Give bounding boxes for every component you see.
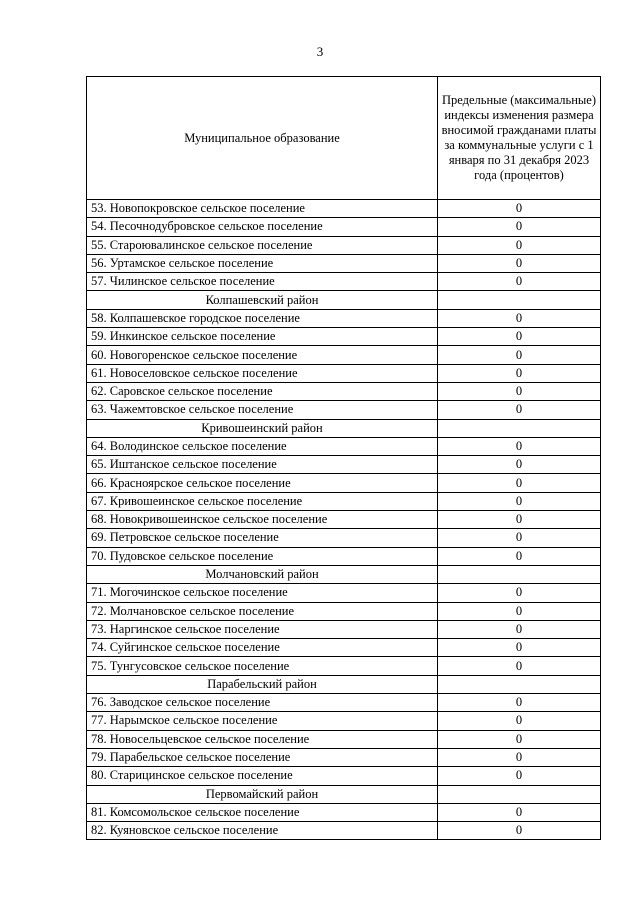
table-row (87, 382, 601, 400)
index-value: 0 (438, 236, 601, 254)
index-value: 0 (438, 200, 601, 218)
index-value: 0 (438, 584, 601, 602)
table-row (87, 620, 601, 638)
municipality-name: 69. Петровское сельское поселение (87, 529, 438, 547)
municipality-name: 56. Уртамское сельское поселение (87, 254, 438, 272)
municipality-name: 71. Могочинское сельское поселение (87, 584, 438, 602)
table-row (87, 639, 601, 657)
index-value: 0 (438, 620, 601, 638)
table-row (87, 309, 601, 327)
index-value: 0 (438, 639, 601, 657)
table-row (87, 218, 601, 236)
index-value: 0 (438, 273, 601, 291)
table-row (87, 748, 601, 766)
municipality-name: 74. Суйгинское сельское поселение (87, 639, 438, 657)
table-row (87, 456, 601, 474)
table-header (87, 77, 601, 200)
municipality-name: 65. Иштанское сельское поселение (87, 456, 438, 474)
municipality-name: 57. Чилинское сельское поселение (87, 273, 438, 291)
district-row (87, 785, 601, 803)
district-row (87, 565, 601, 583)
index-value: 0 (438, 382, 601, 400)
index-value: 0 (438, 730, 601, 748)
index-value: 0 (438, 492, 601, 510)
district-value-empty (438, 565, 601, 583)
district-row (87, 675, 601, 693)
municipality-name: 73. Наргинское сельское поселение (87, 620, 438, 638)
index-value: 0 (438, 767, 601, 785)
index-value: 0 (438, 218, 601, 236)
municipality-name: 63. Чажемтовское сельское поселение (87, 401, 438, 419)
index-value: 0 (438, 694, 601, 712)
municipality-name: 70. Пудовское сельское поселение (87, 547, 438, 565)
municipality-name: 78. Новосельцевское сельское поселение (87, 730, 438, 748)
table-row (87, 529, 601, 547)
index-value: 0 (438, 657, 601, 675)
district-value-empty (438, 675, 601, 693)
table-row (87, 401, 601, 419)
table-row (87, 657, 601, 675)
index-value: 0 (438, 547, 601, 565)
index-value: 0 (438, 748, 601, 766)
page-number: 3 (316, 44, 324, 59)
municipality-name: 79. Парабельское сельское поселение (87, 748, 438, 766)
municipality-name: 54. Песочнодубровское сельское поселение (87, 218, 438, 236)
district-name: Парабельский район (87, 675, 438, 693)
table-row (87, 273, 601, 291)
index-value: 0 (438, 328, 601, 346)
table-row (87, 767, 601, 785)
municipality-name: 64. Володинское сельское поселение (87, 437, 438, 455)
municipality-name: 58. Колпашевское городское поселение (87, 309, 438, 327)
municipality-name: 60. Новогоренское сельское поселение (87, 346, 438, 364)
municipality-name: 76. Заводское сельское поселение (87, 694, 438, 712)
index-value: 0 (438, 602, 601, 620)
index-value: 0 (438, 309, 601, 327)
table-row (87, 694, 601, 712)
municipality-name: 66. Красноярское сельское поселение (87, 474, 438, 492)
municipality-name: 67. Кривошеинское сельское поселение (87, 492, 438, 510)
municipality-name: 62. Саровское сельское поселение (87, 382, 438, 400)
table-row (87, 584, 601, 602)
table-row (87, 474, 601, 492)
header-index: Предельные (максимальные) индексы изменения размера вносимой гражданами платы за коммунальные услуги с 1 января по 31 декабря 2023 года (процентов) (438, 77, 601, 200)
index-value: 0 (438, 803, 601, 821)
municipality-name: 68. Новокривошеинское сельское поселение (87, 511, 438, 529)
municipality-name: 80. Старицинское сельское поселение (87, 767, 438, 785)
index-value: 0 (438, 456, 601, 474)
table-row (87, 364, 601, 382)
table-body (87, 200, 601, 840)
table-row (87, 200, 601, 218)
table-row (87, 822, 601, 840)
table-row (87, 437, 601, 455)
municipality-name: 61. Новоселовское сельское поселение (87, 364, 438, 382)
table-row (87, 236, 601, 254)
municipality-name: 53. Новопокровское сельское поселение (87, 200, 438, 218)
district-name: Молчановский район (87, 565, 438, 583)
district-name: Кривошеинский район (87, 419, 438, 437)
index-value: 0 (438, 401, 601, 419)
index-value: 0 (438, 254, 601, 272)
district-name: Первомайский район (87, 785, 438, 803)
table-row (87, 511, 601, 529)
district-row (87, 419, 601, 437)
table-row (87, 492, 601, 510)
index-value: 0 (438, 511, 601, 529)
table-row (87, 346, 601, 364)
index-value: 0 (438, 822, 601, 840)
table-row (87, 803, 601, 821)
table-row (87, 254, 601, 272)
table-row (87, 328, 601, 346)
index-value: 0 (438, 437, 601, 455)
district-name: Колпашевский район (87, 291, 438, 309)
municipality-name: 81. Комсомольское сельское поселение (87, 803, 438, 821)
table-row (87, 602, 601, 620)
municipality-name: 55. Староювалинское сельское поселение (87, 236, 438, 254)
municipality-name: 75. Тунгусовское сельское поселение (87, 657, 438, 675)
table-row (87, 712, 601, 730)
index-value: 0 (438, 364, 601, 382)
district-value-empty (438, 291, 601, 309)
municipality-name: 59. Инкинское сельское поселение (87, 328, 438, 346)
municipality-name: 77. Нарымское сельское поселение (87, 712, 438, 730)
indices-table (86, 76, 601, 840)
municipality-name: 72. Молчановское сельское поселение (87, 602, 438, 620)
municipality-name: 82. Куяновское сельское поселение (87, 822, 438, 840)
index-value: 0 (438, 346, 601, 364)
district-value-empty (438, 419, 601, 437)
district-row (87, 291, 601, 309)
index-value: 0 (438, 529, 601, 547)
index-value: 0 (438, 474, 601, 492)
table-row (87, 547, 601, 565)
district-value-empty (438, 785, 601, 803)
table-row (87, 730, 601, 748)
header-municipality: Муниципальное образование (87, 77, 438, 200)
index-value: 0 (438, 712, 601, 730)
header-row (87, 77, 601, 200)
